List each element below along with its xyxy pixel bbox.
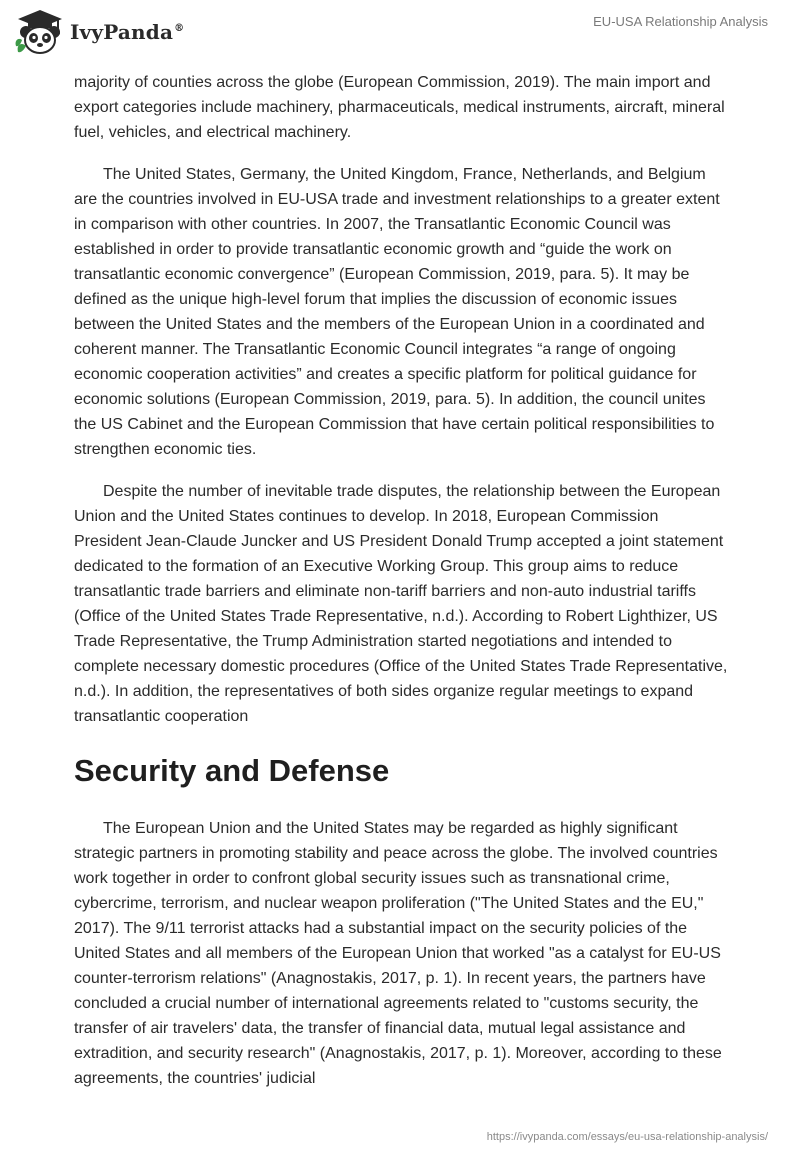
source-url[interactable]: https://ivypanda.com/essays/eu-usa-relationship-analysis/ [486, 1131, 768, 1143]
paragraph-continued: majority of counties across the globe (European Commission, 2019). The main import and export categories include machinery, pharmaceuticals, medical instruments, aircraft, mineral fuel, vehicles, and electrical machinery. [74, 74, 725, 141]
essay-body [74, 70, 730, 1108]
panda-graduate-icon [14, 8, 66, 56]
paragraph-trade-partners: The United States, Germany, the United Kingdom, France, Netherlands, and Belgium are the countries involved in EU-USA trade and investment relationships to a greater extent in comparison with other countries. In 2007, the Transatlantic Economic Council was established in order to provide transatlantic economic growth and “guide the work on transatlantic economic convergence” (European Commission, 2019, para. 5). It may be defined as the unique high-level forum that implies the discussion of economic issues between the United States and the members of the European Union in a coordinated and coherent manner. The Transatlantic Economic Council integrates “a range of ongoing economic cooperation activities” and creates a specific platform for political guidance for economic solutions (European Commission, 2019, para. 5). In addition, the council unites the US Cabinet and the European Commission that have certain political responsibilities to strengthen economic ties. [74, 166, 720, 458]
section-heading-security: Security and Defense [74, 753, 390, 788]
paragraph-trade-disputes: Despite the number of inevitable trade disputes, the relationship between the European Union and the United States continues to develop. In 2018, European Commission President Jean-Claude Juncker and US President Donald Trump accepted a joint statement dedicated to the formation of an Executive Working Group. This group aims to reduce transatlantic trade barriers and eliminate non-tariff barriers and non-auto industrial tariffs (Office of the United States Trade Representative, n.d.). According to Robert Lighthizer, US Trade Representative, the Trump Administration started negotiations and intended to complete necessary domestic procedures (Office of the United States Trade Representative, n.d.). In addition, the representatives of both sides organize regular meetings to expand transatlantic cooperation [74, 483, 728, 725]
document-title: EU-USA Relationship Analysis [593, 14, 768, 29]
paragraph-security: The European Union and the United States may be regarded as highly significant strategic partners in promoting stability and peace across the globe. The involved countries work together in order to confront global security issues such as transnational crime, cybercrime, terrorism, and nuclear weapon proliferation ("The United States and the EU," 2017). The 9/11 terrorist attacks had a substantial impact on the security policies of the United States and all members of the European Union that worked "as a catalyst for EU-US counter-terrorism relations" (Anagnostakis, 2017, p. 1). In recent years, the partners have concluded a crucial number of international agreements related to "customs security, the transfer of air travelers' data, the transfer of financial data, mutual legal assistance and extradition, and security research" (Anagnostakis, 2017, p. 1). Moreover, according to these agreements, the countries' judicial [74, 820, 722, 1087]
registered-mark: ® [174, 23, 185, 35]
logo-text: IvyPanda® [70, 20, 185, 44]
ivypanda-logo[interactable] [14, 8, 184, 56]
page-header [0, 0, 800, 70]
